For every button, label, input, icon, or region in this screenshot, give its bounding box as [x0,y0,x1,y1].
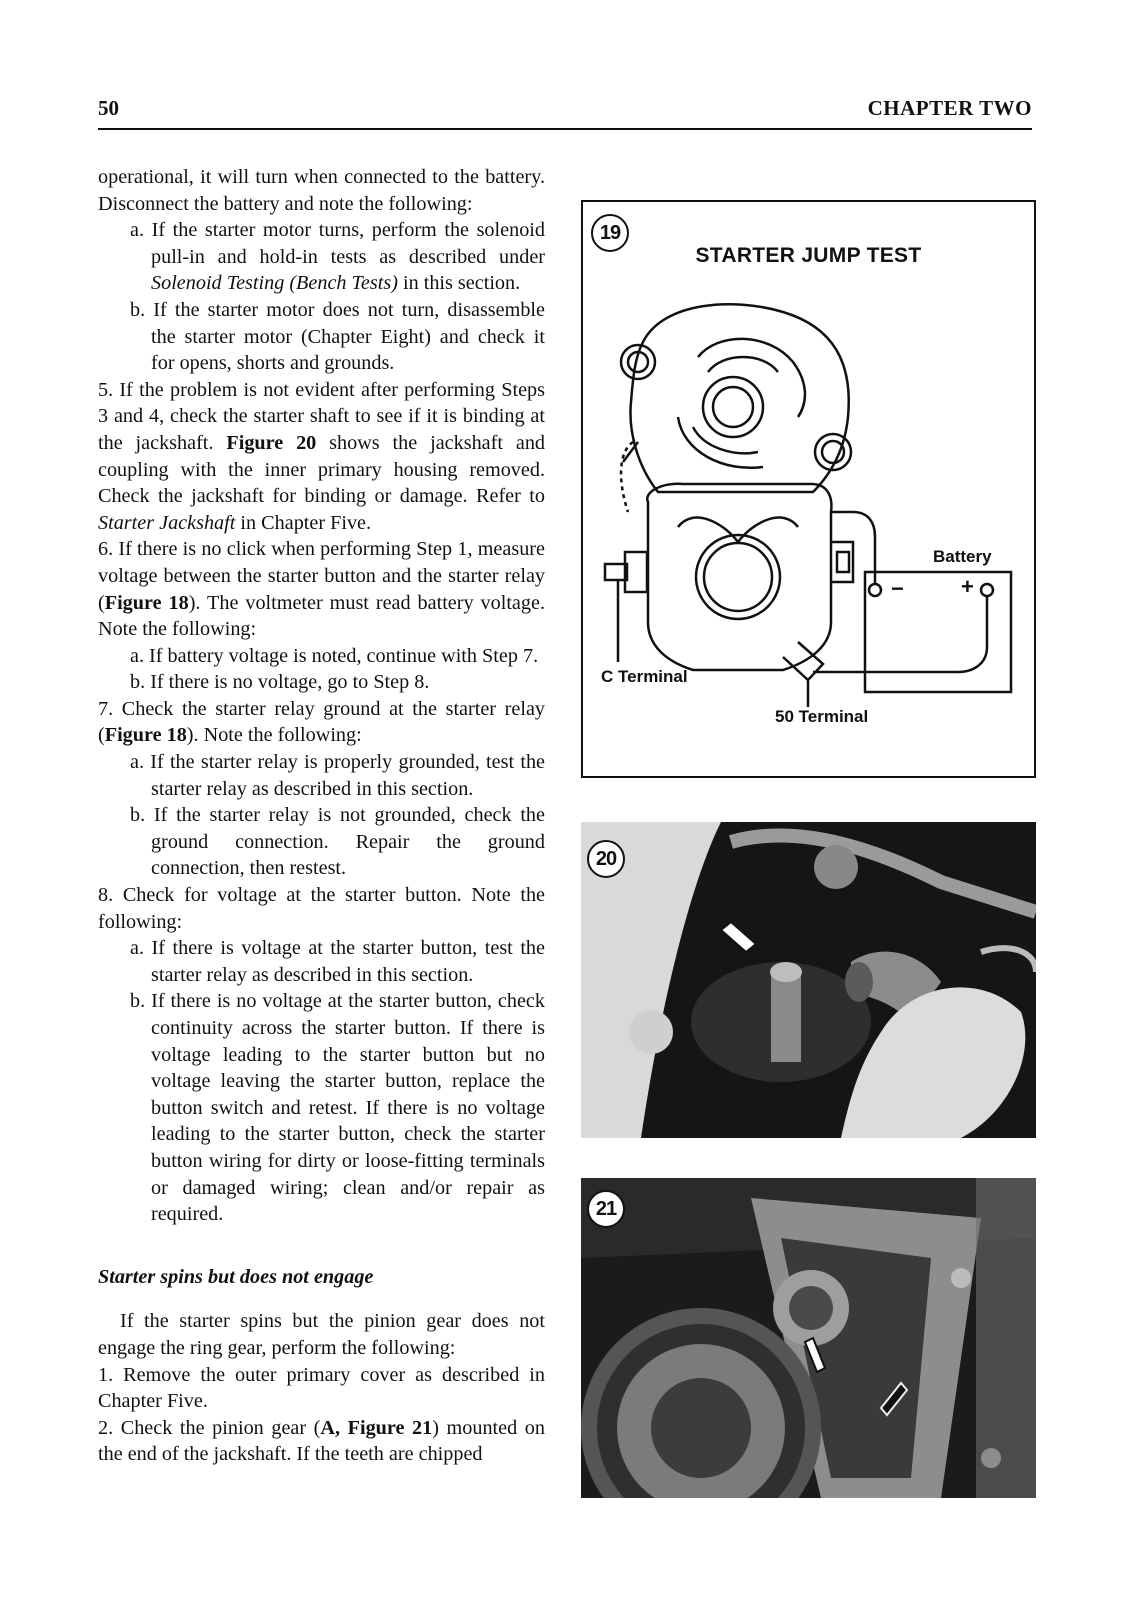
battery-positive-label: + [961,574,974,599]
figure-reference: Figure 20 [226,431,317,454]
c-terminal-label: C Terminal [601,667,688,686]
figure-number-badge: 19 [591,214,629,252]
figure-reference: Figure 18 [104,591,189,614]
figure-20-photo [581,822,1036,1138]
list-item: b. If the starter motor does not turn, disassemble the starter motor (Chapter Eight) and check it for opens, shorts and grounds. [130,298,545,375]
step-8: 8. Check for voltage at the starter button. Note the following: [98,884,545,933]
terminal-50-label: 50 Terminal [775,707,869,726]
page-header [98,94,1032,130]
paragraph: If the starter spins but the pinion gear does not engage the ring gear, perform the following: [98,1310,545,1359]
pinion-gear-photo [581,1178,1036,1498]
figure-21-photo [581,1178,1036,1498]
figure-reference: Figure 18 [104,724,187,747]
step-1: 1. Remove the outer primary cover as described in Chapter Five. [98,1363,545,1413]
starter-motor-drawing [583,202,1034,776]
step-5: 5. If the problem is not evident after performing Steps 3 and 4, check the starter shaft to see if it is binding at the jackshaft. Figure 20 shows the jackshaft and coupling with the inner primary housing removed. Check the jackshaft for binding or damage. Refer to Starter Jackshaft in Chapter Five. [98,378,546,534]
list-item: b. If there is no voltage at the starter button, check continuity across the starter button. If there is voltage leading to the starter button but no voltage leaving the starter button, replace the button switch and retest. If there is no voltage leading to the starter button, check the starter button wiring for dirty or loose-fitting terminals or damaged wiring; clean and/or repair as required. [130,990,545,1226]
battery-label: Battery [933,547,992,566]
list-item: b. If the starter relay is not grounded, check the ground connection. Repair the ground connection, then restest. [130,804,545,880]
figure-19-diagram [581,200,1036,778]
list-item: a. If battery voltage is noted, continue with Step 7. [130,644,539,667]
step-7: 7. Check the starter relay ground at the starter relay (Figure 18). Note the following: [98,697,545,747]
list-item: a. If the starter relay is properly grounded, test the starter relay as described in this section. [130,751,545,800]
figure-reference: A, Figure 21 [320,1416,433,1439]
figure-title: STARTER JUMP TEST [695,244,922,267]
text-column [98,164,545,1468]
battery-negative-label: − [891,576,904,601]
list-item: a. If the starter motor turns, perform the solenoid pull-in and hold-in tests as described under Solenoid Testing (Bench Tests) in this section. [130,219,545,295]
section-reference: Solenoid Testing (Bench Tests) [151,272,398,295]
list-item: b. If there is no voltage, go to Step 8. [130,671,430,694]
section-heading: Starter spins but does not engage [98,1265,374,1288]
paragraph: operational, it will turn when connected to the battery. Disconnect the battery and note the following: [98,166,545,215]
figure-number-badge: 21 [587,1190,625,1228]
list-item: a. If there is voltage at the starter button, test the starter relay as described in this section. [130,937,545,986]
figure-number-badge: 20 [587,840,625,878]
chapter-title: CHAPTER TWO [867,96,1032,120]
page-number: 50 [98,96,119,120]
jackshaft-photo [581,822,1036,1138]
step-2: 2. Check the pinion gear (A, Figure 21) mounted on the end of the jackshaft. If the teeth are chipped [98,1416,545,1466]
step-6: 6. If there is no click when performing Step 1, measure voltage between the starter button and the starter relay (Figure 18). The voltmeter must read battery voltage. Note the following: [98,538,545,641]
section-reference: Starter Jackshaft [98,511,236,534]
